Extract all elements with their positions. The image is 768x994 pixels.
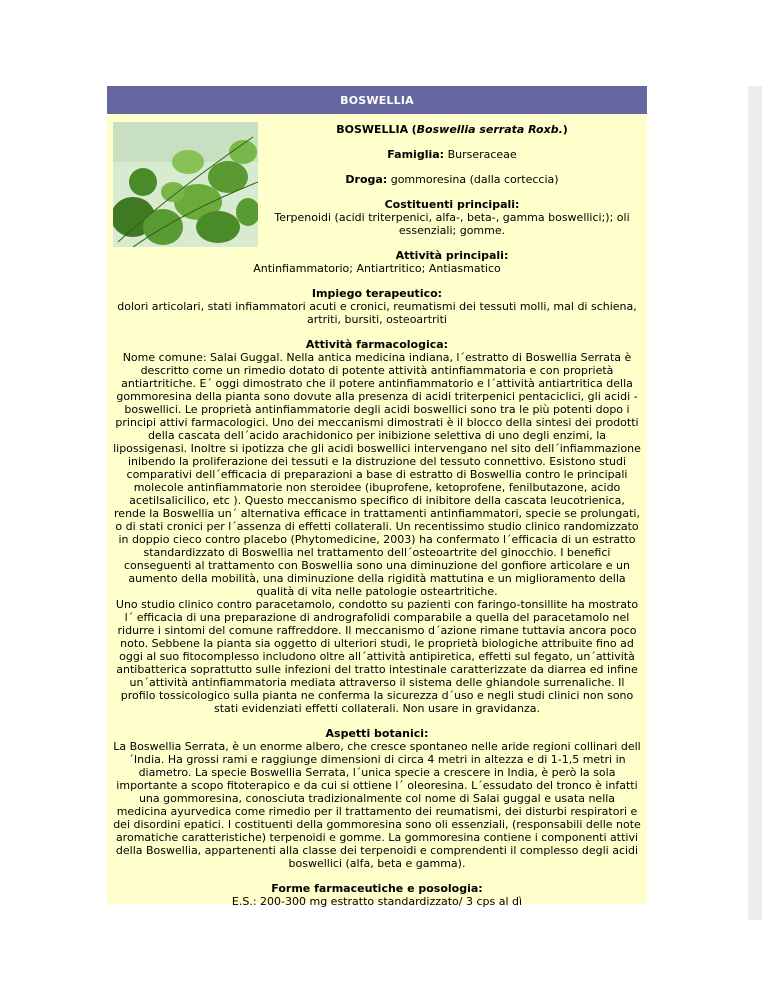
boswellia-leaves-image <box>113 122 258 247</box>
attivita-section <box>113 249 641 275</box>
attivita-value: Antinfiammatorio; Antiartritico; Antiasmatico <box>253 262 501 275</box>
farmacologica-text-2: Uno studio clinico contro paracetamolo, condotto su pazienti con faringo-tonsillite ha mostrato l´ efficacia di una preparazione di andrografolidi comparabile a quella del paracetamolo nel ridurre i sintomi del comune raffreddore. Il meccanismo d´azione rimane tuttavia ancora poco noto. Sebbene la pianta sia oggetto di ulteriori studi, le proprietà biologiche attribuite fino ad oggi al suo fitocomplesso includono oltre all´attività antipiretica, effetti sul fegato, un´attività antibatterica soprattutto sulle infezioni del tratto intestinale caratterizzate da diarrea ed infine un´attività antinfiammatoria mediata attraverso il sistema delle ghiandole surrenaliche. Il profilo tossicologico sulla pianta ne conferma la sicurezza d´uso e negli studi clinici non sono stati evidenziati effetti collaterali. Non usare in gravidanza. <box>115 598 639 715</box>
botanici-label: Aspetti botanici: <box>325 727 429 740</box>
plant-paren-open: ( <box>411 123 417 136</box>
impiego-label: Impiego terapeutico: <box>311 287 443 300</box>
plant-paren-close: ) <box>562 123 568 136</box>
famiglia-line <box>263 148 641 161</box>
plant-name: BOSWELLIA <box>336 123 409 136</box>
forme-value: E.S.: 200-300 mg estratto standardizzato/ 3 cps al dì <box>231 895 523 908</box>
costituenti-label: Costituenti principali: <box>384 198 520 211</box>
farmacologica-section <box>113 338 641 715</box>
page-header <box>107 86 647 114</box>
forme-label: Forme farmaceutiche e posologia: <box>271 882 483 895</box>
famiglia-value: Burseraceae <box>447 148 517 161</box>
plant-name-line <box>263 123 641 136</box>
monograph-card <box>107 86 647 908</box>
forme-section <box>113 882 641 908</box>
attivita-label-wrap <box>263 249 641 262</box>
header-info <box>263 123 641 237</box>
droga-line <box>263 173 641 186</box>
scrollbar[interactable] <box>748 86 762 920</box>
header-title: BOSWELLIA <box>340 93 414 107</box>
farmacologica-label: Attività farmacologica: <box>305 338 449 351</box>
botanici-section <box>113 727 641 870</box>
monograph-content <box>107 114 647 908</box>
attivita-label: Attività principali: <box>395 249 509 262</box>
costituenti-value: Terpenoidi (acidi triterpenici, alfa-, beta-, gamma boswellici;); oli essenziali; gomme. <box>274 211 630 237</box>
impiego-value: dolori articolari, stati infiammatori acuti e cronici, reumatismi dei tessuti molli, mal di schiena, artriti, bursiti, osteoartriti <box>117 300 637 326</box>
botanici-value: La Boswellia Serrata, è un enorme albero, che cresce spontaneo nelle aride regioni collinari dell´India. Ha grossi rami e raggiunge dimensioni di circa 4 metri in altezza e di 1-1,5 metri in diametro. La specie Boswellia Serrata, l´unica specie a crescere in India, è però la sola importante a scopo fitoterapico e da cui si ottiene l´ oleoresina. L´essudato del tronco è infatti una gommoresina, conosciuta tradizionalmente col nome di Salai guggal e usata nella medicina ayurvedica come rimedio per il trattamento dei reumatismi, dei disturbi respiratori e dei disordini epatici. I costituenti della gommoresina sono oli essenziali, (responsabili delle note aromatiche caratteristiche) terpenoidi e gomme. La gommoresina contiene i componenti attivi della Boswellia, appartenenti alla classe dei terpenoidi e comprendenti il complesso degli acidi boswellici (alfa, beta e gamma). <box>113 740 641 870</box>
droga-value: gommoresina (dalla corteccia) <box>390 173 559 186</box>
droga-label: Droga: <box>345 173 388 186</box>
plant-photo <box>113 122 258 247</box>
famiglia-label: Famiglia: <box>387 148 445 161</box>
plant-latin: Boswellia serrata Roxb. <box>416 123 563 136</box>
farmacologica-text: Nome comune: Salai Guggal. Nella antica medicina indiana, l´estratto di Boswellia Serrata è descritto come un rimedio dotato di potente attività antinfiammatoria e con proprietà antiartritiche. E´ oggi dimostrato che il potere antinfiammatorio e l´attività antiartritica della gommoresina della pianta sono dovute alla presenza di acidi triterpenici pentaciclici, gli acidi -boswellici. Le proprietà antinfiammatorie degli acidi boswellici sono tra le più potenti dopo i principi attivi farmacologici. Uno dei meccanismi dimostrati è il blocco della sintesi dei prodotti della cascata dell´acido arachidonico per inibizione selettiva di uno degli enzimi, la lipossigenasi. Inoltre si ipotizza che gli acidi boswellici intervengano nel sito dell´infiammazione inibendo la proliferazione dei tessuti e la distruzione del tessuto connettivo. Esistono studi comparativi dell´efficacia di preparazioni a base di estratto di Boswellia contro le principali molecole antinfiammatorie non steroidee (ibuprofene, ketoprofene, fenilbutazone, acido acetilsalicilico, etc ). Questo meccanismo specifico di inibitore della cascata leucotrienica, rende la Boswellia un´ alternativa efficace in trattamenti antinfiammatori, specie se prolungati, o di stati cronici per l´assenza di effetti collaterali. Un recentissimo studio clinico randomizzato in doppio cieco contro placebo (Phytomedicine, 2003) ha confermato l´efficacia di un estratto standardizzato di Boswellia nel trattamento dell´osteoartrite del ginocchio. I benefici conseguenti al trattamento con Boswellia sono una diminuzione del gonfiore articolare e un aumento della mobilità, una diminuzione della rigidità mattutina e un miglioramento della qualità di vita nelle patologie osteartritiche. <box>113 351 641 598</box>
costituenti-section <box>263 198 641 237</box>
impiego-section <box>113 287 641 326</box>
